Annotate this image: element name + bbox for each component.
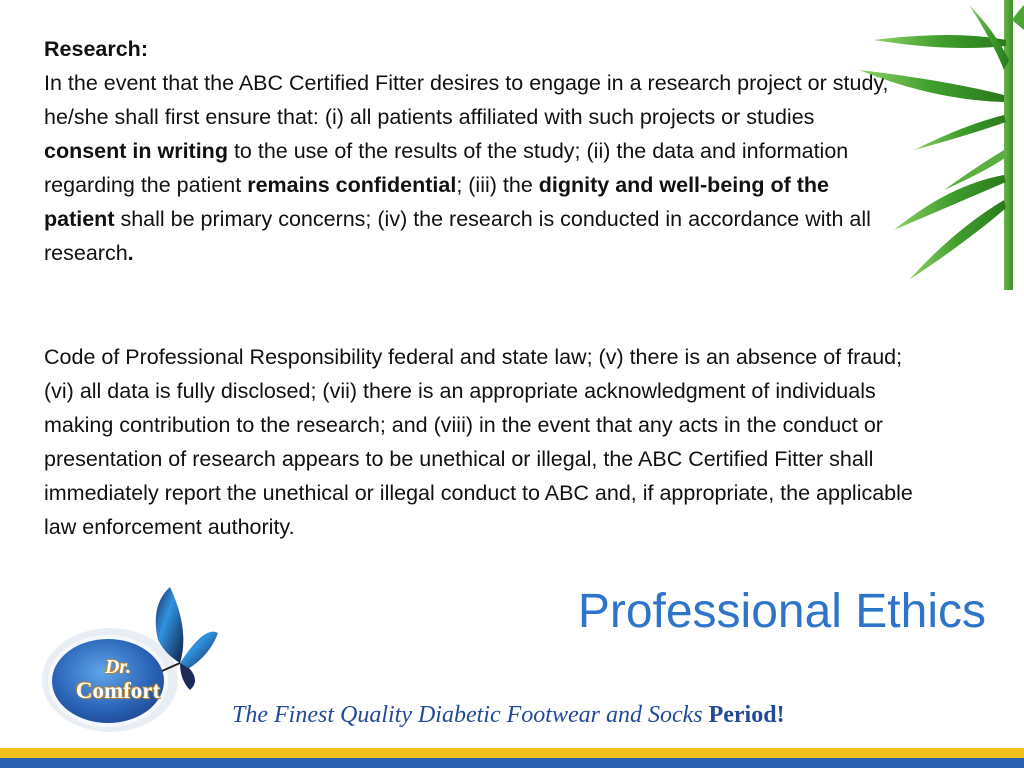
- slide-title: Professional Ethics: [577, 585, 986, 638]
- research-text-3: ; (iii) the: [456, 173, 533, 197]
- research-text-2: to the use of the results of the study; (ii) the data and information regarding the patient: [44, 139, 849, 197]
- tagline-emphasis: Period!: [708, 702, 785, 728]
- research-text-4: shall be primary concerns; (iv) the research is conducted in accordance with all research: [44, 207, 871, 265]
- code-paragraph: Code of Professional Responsibility federal and state law; (v) there is an absence of fraud; (vi) all data is fully disclosed; (vii) there is an appropriate acknowledgment of individuals making contribution to the research; and (viii) in the event that any acts in the conduct or presentation of research appears to be unethical or illegal, the ABC Certified Fitter shall immediately report the unethical or illegal conduct to ABC and, if appropriate, the applicable law enforcement authority.: [44, 345, 913, 539]
- research-bold-consent: consent in writing: [44, 139, 228, 163]
- tagline: [232, 700, 785, 730]
- research-bold-dignity: dignity and well-being of the patient: [44, 173, 830, 231]
- logo-dr-text: Dr.: [104, 656, 132, 678]
- logo-comfort-text: Comfort: [75, 678, 161, 703]
- footer-bar-blue: [0, 758, 1024, 768]
- logo-wordmark: [58, 655, 178, 703]
- research-bold-confidential: remains confidential: [247, 173, 457, 197]
- research-text-1: In the event that the ABC Certified Fitter desires to engage in a research project or study, he/she shall first ensure that: (i) all patients affiliated with such projects or studies: [44, 71, 889, 129]
- research-final-period: .: [127, 241, 134, 265]
- footer-bar-yellow: [0, 748, 1024, 758]
- tagline-text: The Finest Quality Diabetic Footwear and Socks: [232, 702, 703, 728]
- research-paragraph: [44, 32, 889, 270]
- research-heading: Research:: [44, 37, 148, 61]
